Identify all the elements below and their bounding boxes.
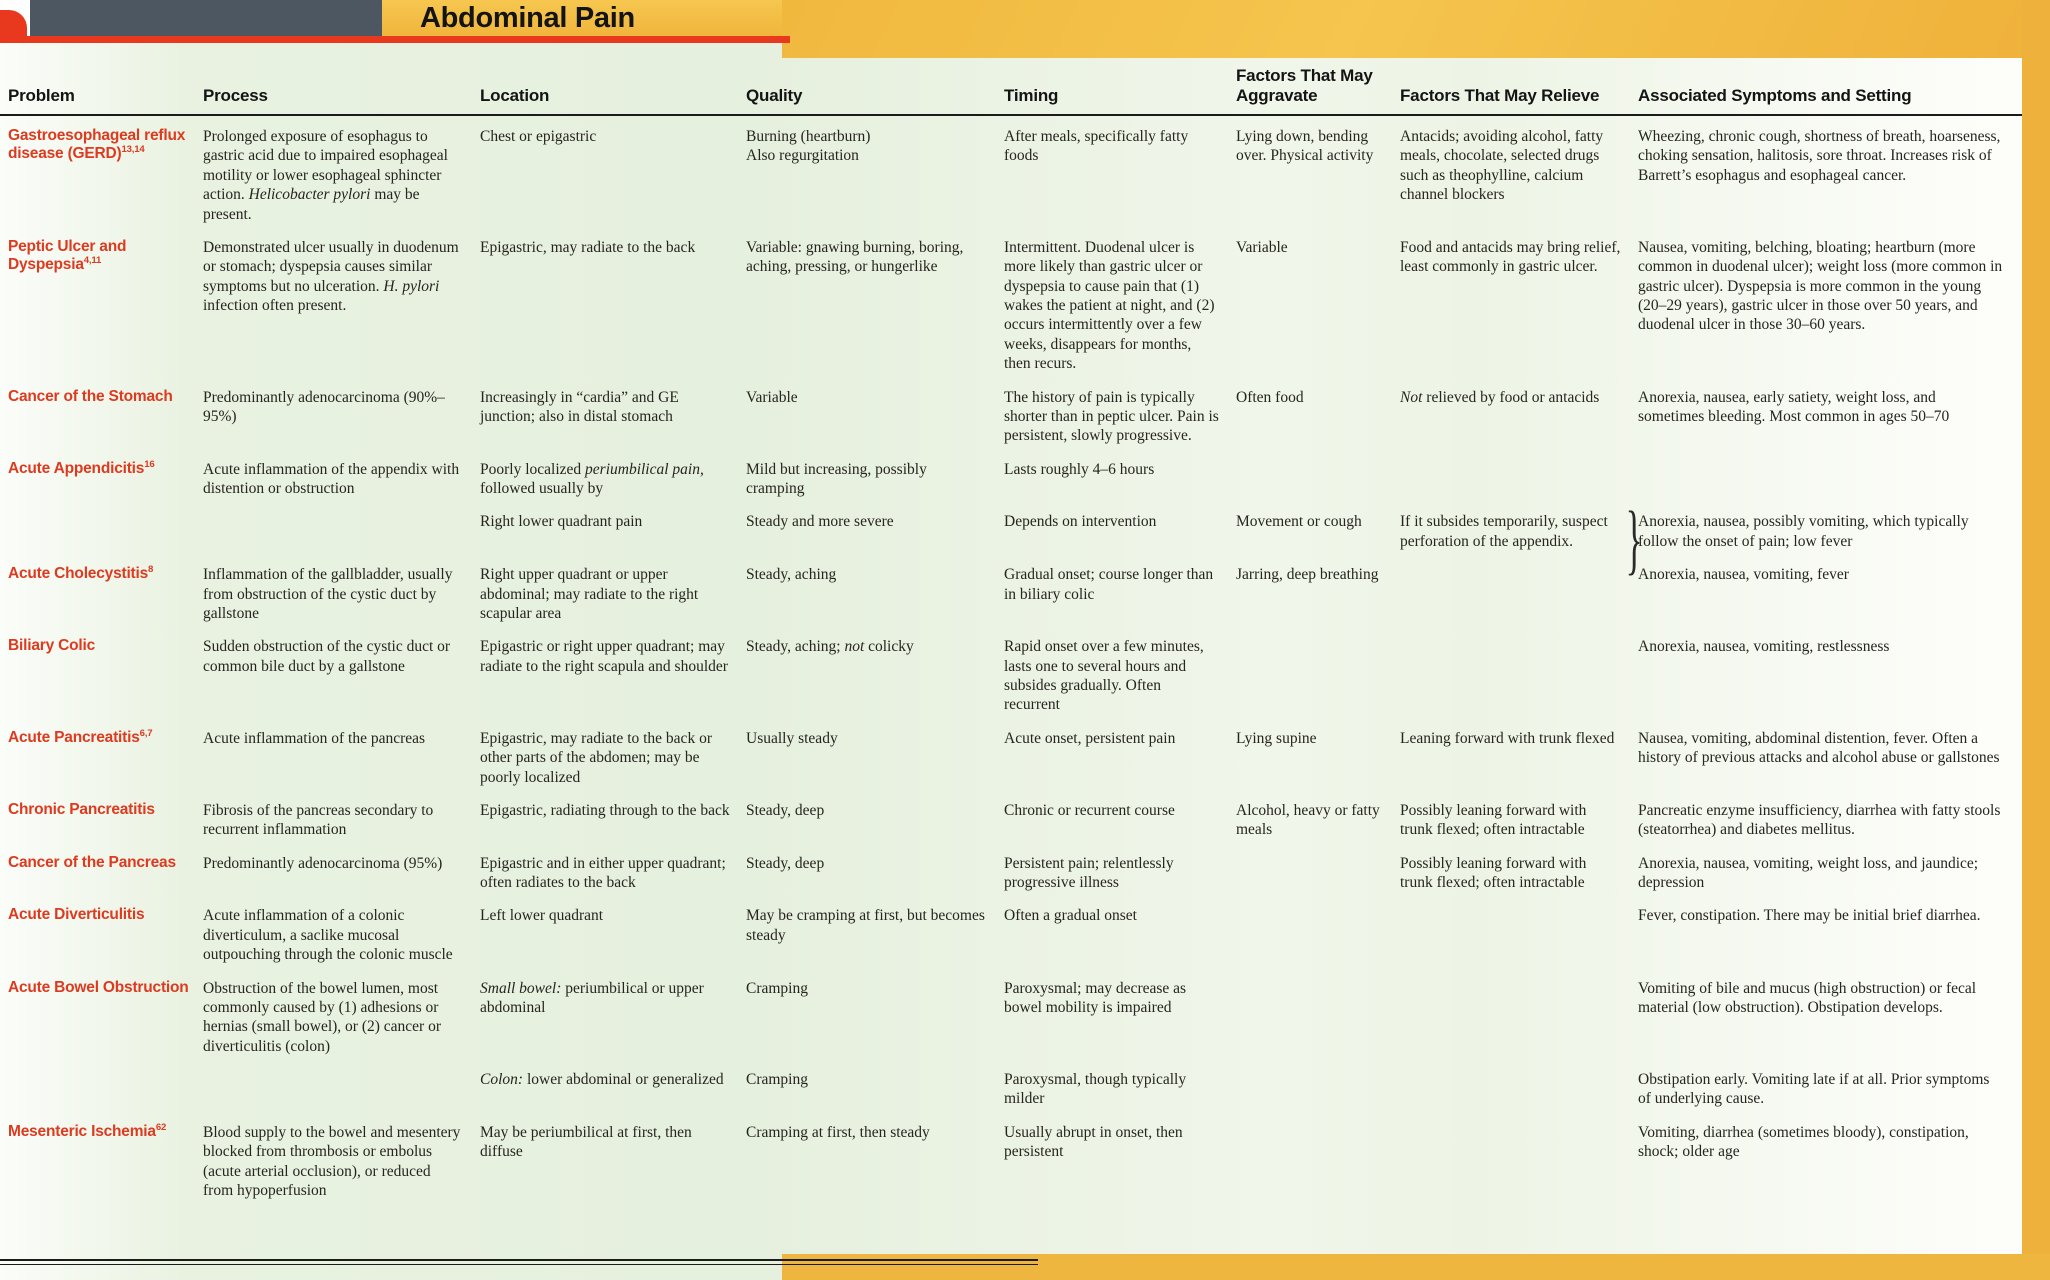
cell-timing: Gradual onset; course longer than in biliary colic [1004,566,1214,603]
problem-name: Acute Bowel Obstruction [8,978,189,996]
column-header-problem: Problem [8,85,75,105]
cell-relieve [1400,1123,1638,1201]
cell-relieve [1400,460,1638,499]
cell-associated: Vomiting of bile and mucus (high obstruction) or fecal material (low obstruction). Obstipation develops. [1638,979,1977,1016]
cell-aggravate: Often food [1236,388,1304,406]
column-header-relieve: Factors That May Relieve [1400,85,1600,105]
table-header-row [8,44,2020,106]
cell-location: Epigastric or right upper quadrant; may radiate to the right scapula and shoulder [480,638,728,675]
cell-aggravate: Alcohol, heavy or fatty meals [1236,801,1380,839]
cell-aggravate: Jarring, deep breathing [1236,566,1379,584]
cell-quality: Cramping [746,979,808,997]
cell-location: Poorly localized periumbilical pain, followed usually by [480,460,704,497]
cell-process: Predominantly adenocarcinoma (90%–95%) [203,388,445,425]
cell-quality: Cramping [746,1071,808,1088]
cell-timing: Often a gradual onset [1004,907,1137,925]
cell-process: Acute inflammation of the appendix with distention or obstruction [203,460,460,497]
cell-quality: Variable [746,388,798,406]
cell-aggravate [1236,906,1400,964]
cell-timing: Paroxysmal, though typically milder [1004,1071,1187,1108]
cell-associated: Obstipation early. Vomiting late if at all. Prior symptoms of underlying cause. [1638,1071,1990,1108]
column-header-location: Location [480,85,550,105]
cell-aggravate: Movement or cough [1236,513,1362,531]
cell-relieve [1400,906,1638,964]
cell-quality: Steady and more severe [746,513,894,531]
cell-aggravate: Lying supine [1236,729,1317,747]
cell-relieve [1400,637,1638,715]
cell-timing: Persistent pain; relentlessly progressive illness [1004,854,1174,891]
cell-process: Blood supply to the bowel and mesentery blocked from thrombosis or embolus (acute arterial occlusion), or reduced from hypoperfusion [203,1123,461,1199]
cell-relieve [1400,979,1638,1057]
cell-process: Fibrosis of the pancreas secondary to recurrent inflammation [203,801,434,839]
cell-timing: After meals, specifically fatty foods [1004,128,1189,165]
cell-process: Predominantly adenocarcinoma (95%) [203,854,443,872]
cell-relieve: Antacids; avoiding alcohol, fatty meals, chocolate, selected drugs such as theophylline, calcium channel blockers [1400,128,1604,204]
cell-location: Small bowel: periumbilical or upper abdominal [480,979,704,1016]
cell-aggravate [1236,637,1400,715]
cell-associated: Anorexia, nausea, vomiting, weight loss, and jaundice; depression [1638,854,1979,891]
cell-timing: Depends on intervention [1004,513,1157,531]
cell-relieve [1400,565,1638,623]
cell-quality: Steady, deep [746,854,825,872]
cell-relieve: Not relieved by food or antacids [1400,388,1600,406]
cell-quality: Cramping at first, then steady [746,1123,930,1141]
column-header-quality: Quality [746,85,803,105]
cell-process: Acute inflammation of a colonic diverticulum, a saclike mucosal outpouching through the colonic muscle [203,907,453,964]
problem-name: Acute Cholecystitis$^8$ [8,563,154,583]
cell-relieve: Food and antacids may bring relief, least commonly in gastric ulcer. [1400,238,1621,276]
page-title: Abdominal Pain [420,2,635,34]
cell-relieve [1400,1070,1638,1109]
cell-quality: Variable: gnawing burning, boring, aching, pressing, or hungerlike [746,238,964,276]
cell-process: Sudden obstruction of the cystic duct or common bile duct by a gallstone [203,638,451,675]
cell-quality: Usually steady [746,729,838,747]
cell-timing: Chronic or recurrent course [1004,801,1175,819]
cell-aggravate: Lying down, bending over. Physical activity [1236,128,1374,165]
column-header-aggravate: Factors That May Aggravate [1236,65,1373,105]
cell-aggravate [1236,1123,1400,1201]
banner-dark-box [30,0,382,36]
problem-name: Mesenteric Ischemia$^{62}$ [8,1121,167,1140]
column-header-process: Process [203,85,268,105]
cell-associated: Nausea, vomiting, belching, bloating; heartburn (more common in duodenal ulcer); weight loss (more common in gastric ulcer). Dyspepsia is more common in the young (20–29 years), gastric ulcer in those over 50 years, and duodenal ulcer in those 30–60 years. [1638,238,2003,334]
cell-quality: Steady, deep [746,801,825,819]
cell-process: Inflammation of the gallbladder, usually from obstruction of the cystic duct by gallstone [203,566,453,622]
cell-process: Acute inflammation of the pancreas [203,729,426,747]
cell-process: Obstruction of the bowel lumen, most commonly caused by (1) adhesions or hernias (small bowel), or (2) cancer or diverticulitis (colon) [203,979,441,1055]
cell-aggravate [1236,854,1400,893]
cell-process: Demonstrated ulcer usually in duodenum or stomach; dyspepsia causes similar symptoms but no ulceration. H. pylori infection often present. [203,238,459,314]
problem-name: Biliary Colic [8,637,95,655]
cell-location: May be periumbilical at first, then diffuse [480,1123,692,1161]
bottom-yellow-band [782,1254,2050,1280]
bottom-rule [0,1259,1038,1265]
cell-aggravate: Variable [1236,238,1288,256]
cell-problem [8,512,203,551]
header-rule [0,114,2022,116]
problem-name: Cancer of the Pancreas [8,853,176,871]
cell-associated: Anorexia, nausea, possibly vomiting, which typically follow the onset of pain; low fever [1638,513,1969,550]
cell-location: Increasingly in “cardia” and GE junction; also in distal stomach [480,388,679,425]
cell-relieve: Leaning forward with trunk flexed [1400,729,1615,747]
cell-location: Epigastric, may radiate to the back or other parts of the abdomen; may be poorly localized [480,729,712,786]
cell-process [203,512,480,551]
cell-associated: Anorexia, nausea, early satiety, weight loss, and sometimes bleeding. Most common in ages 50–70 [1638,388,1950,425]
cell-location: Epigastric, may radiate to the back [480,238,696,256]
cell-location: Right lower quadrant pain [480,513,643,531]
cell-aggravate [1236,1070,1400,1109]
cell-timing: Intermittent. Duodenal ulcer is more likely than gastric ulcer or dyspepsia to cause pain that (1) wakes the patient at night, and (2) occurs intermittently over a few weeks, disappears for months, then recurs. [1004,238,1215,373]
problem-name: Peptic Ulcer and Dyspepsia$^{4,11}$ [8,237,127,273]
cell-quality: Steady, aching [746,566,837,584]
problem-name: Acute Diverticulitis [8,906,145,924]
cell-timing: Usually abrupt in onset, then persistent [1004,1123,1183,1161]
cell-location: Epigastric and in either upper quadrant; often radiates to the back [480,854,726,891]
cell-location: Right upper quadrant or upper abdominal; may radiate to the right scapular area [480,566,699,622]
problem-name: Acute Appendicitis$^{16}$ [8,458,155,477]
cell-timing: Lasts roughly 4–6 hours [1004,460,1155,478]
cell-location: Chest or epigastric [480,128,597,145]
cell-problem [8,1070,203,1109]
cell-quality: Mild but increasing, possibly cramping [746,460,927,497]
column-header-timing: Timing [1004,85,1059,105]
cell-relieve: Possibly leaning forward with trunk flexed; often intractable [1400,854,1587,891]
cell-associated: Vomiting, diarrhea (sometimes bloody), constipation, shock; older age [1638,1123,1969,1161]
cell-process: Prolonged exposure of esophagus to gastric acid due to impaired esophageal motility or lower esophageal sphincter action. Helicobacter pylori may be present. [203,128,448,223]
red-accent-stripe [0,36,790,43]
cell-associated: Pancreatic enzyme insufficiency, diarrhea with fatty stools (steatorrhea) and diabetes mellitus. [1638,801,2001,839]
problem-name: Cancer of the Stomach [8,387,173,405]
cell-process [203,1070,480,1109]
cell-timing: The history of pain is typically shorter than in peptic ulcer. Pain is persistent, slowly progressive. [1004,388,1219,445]
cell-timing: Paroxysmal; may decrease as bowel mobility is impaired [1004,979,1187,1016]
cell-associated [1638,460,2020,499]
problem-name: Acute Pancreatitis$^{6,7}$ [8,727,153,746]
cell-quality: Steady, aching; not colicky [746,638,914,656]
cell-associated: Fever, constipation. There may be initial brief diarrhea. [1638,907,1981,925]
cell-associated: Nausea, vomiting, abdominal distention, fever. Often a history of previous attacks and alcohol abuse or gallstones [1638,729,2000,767]
brace-glyph: } [1625,495,1642,583]
cell-associated: Wheezing, chronic cough, shortness of breath, hoarseness, choking sensation, halitosis, sore throat. Increases risk of Barrett’s esophagus and esophageal cancer. [1638,128,2001,184]
cell-associated: Anorexia, nausea, vomiting, restlessness [1638,638,1890,656]
cell-timing: Acute onset, persistent pain [1004,729,1176,747]
cell-location: Left lower quadrant [480,907,604,925]
problem-name: Chronic Pancreatitis [8,800,155,818]
cell-quality: May be cramping at first, but becomes steady [746,907,985,944]
cell-associated: Anorexia, nausea, vomiting, fever [1638,566,1849,584]
cell-aggravate [1236,979,1400,1057]
cell-relieve: If it subsides temporarily, suspect perforation of the appendix. } [1400,495,1642,583]
problem-name: Gastroesophageal reflux disease (GERD)$^{13,14}$ [8,127,186,162]
cell-timing: Rapid onset over a few minutes, lasts one to several hours and subsides gradually. Often recurrent [1004,638,1204,714]
cell-location: Epigastric, radiating through to the back [480,801,730,819]
cell-location: Colon: lower abdominal or generalized [480,1071,724,1088]
cell-relieve: Possibly leaning forward with trunk flexed; often intractable [1400,801,1587,839]
column-header-associated: Associated Symptoms and Setting [1638,85,1912,105]
page-edge-strip [2022,0,2050,1280]
cell-quality: Burning (heartburn) Also regurgitation [746,128,871,165]
cell-aggravate [1236,460,1400,499]
table-body [8,127,2020,1200]
